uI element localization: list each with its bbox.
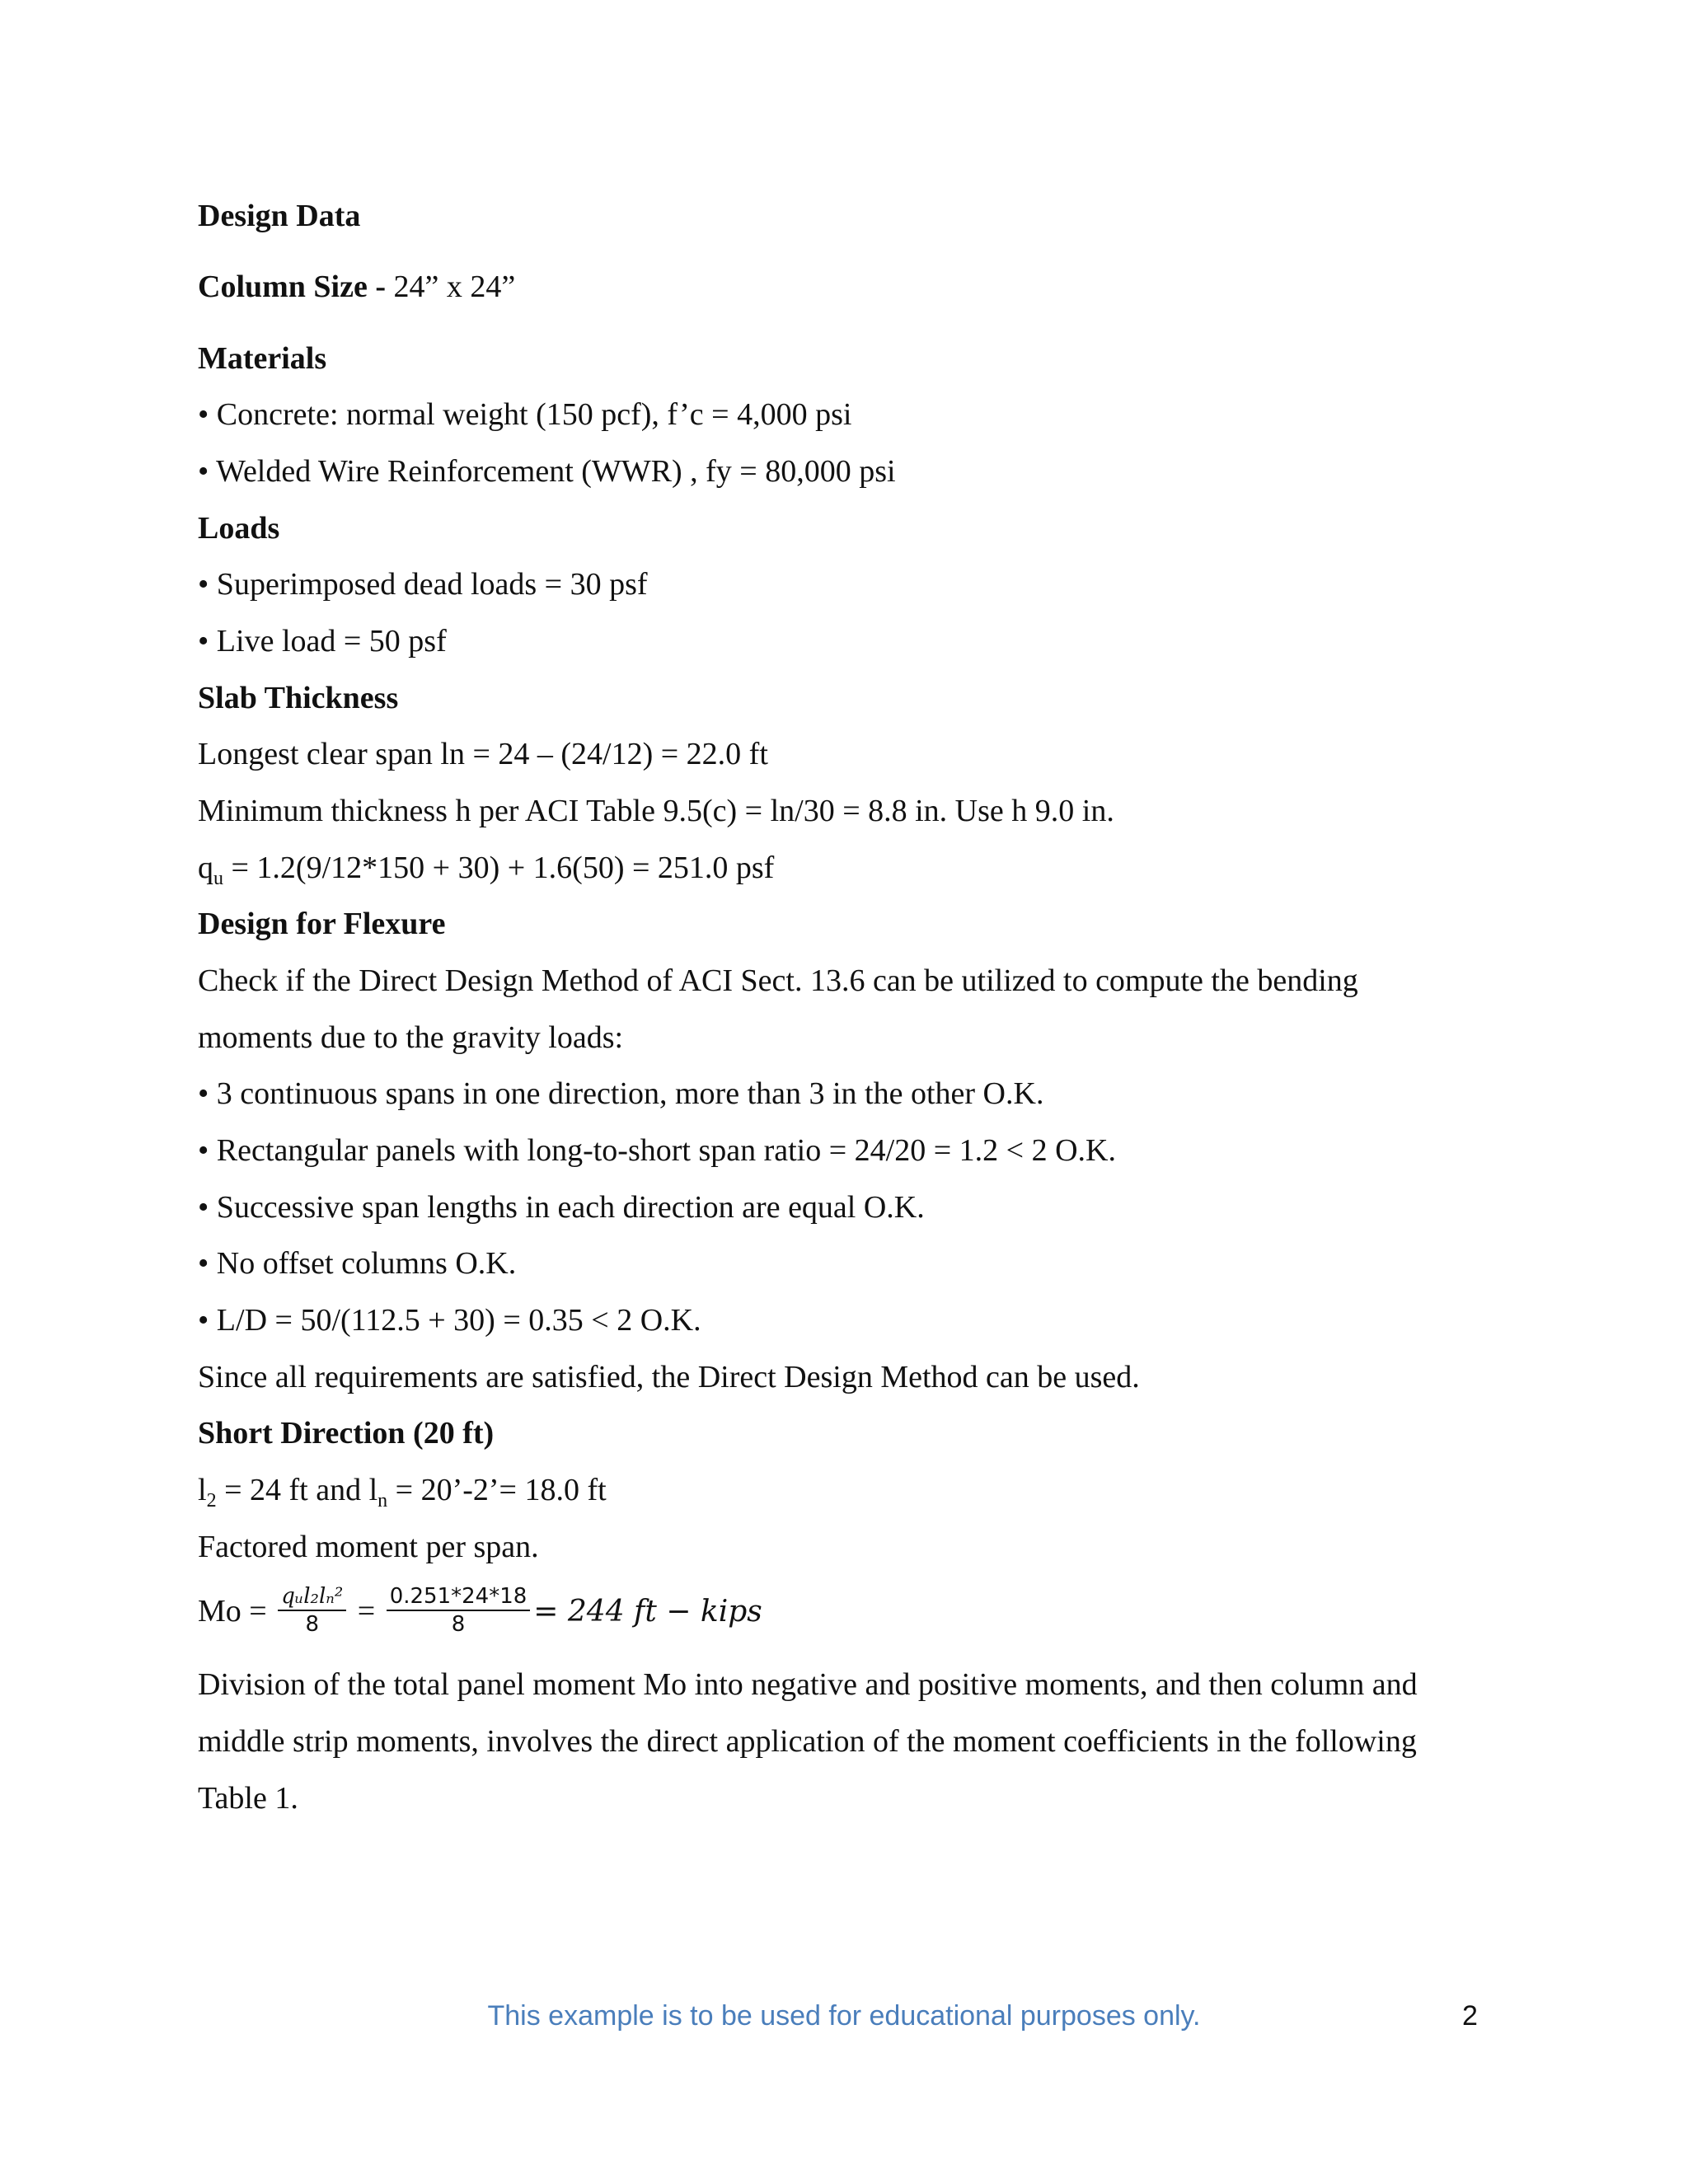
footer-disclaimer: This example is to be used for educational purposes only. — [487, 2000, 1201, 2032]
slab-thickness-heading: Slab Thickness — [198, 681, 399, 715]
materials-item-wwr: • Welded Wire Reinforcement (WWR) , fy = 80,000 psi — [198, 454, 896, 489]
check-continuous-spans: • 3 continuous spans in one direction, more than 3 in the other O.K. — [198, 1076, 1044, 1111]
check-offset-columns: • No offset columns O.K. — [198, 1246, 517, 1281]
l2-symbol: l — [198, 1473, 207, 1507]
mo-fraction-numeric-numerator: 0.251*24*18 — [387, 1583, 531, 1611]
qu-expression: = 1.2(9/12*150 + 30) + 1.6(50) = 251.0 psf — [223, 851, 775, 885]
qu-symbol: q — [198, 851, 213, 885]
column-size-value: 24” x 24” — [393, 269, 516, 304]
division-paragraph-line-1: Division of the total panel moment Mo into negative and positive moments, and then column and — [198, 1667, 1418, 1702]
span-lengths-line — [198, 1472, 607, 1512]
column-size-label: Column Size - — [198, 269, 394, 304]
check-load-ratio: • L/D = 50/(112.5 + 30) = 0.35 < 2 O.K. — [198, 1303, 701, 1338]
flexure-conclusion: Since all requirements are satisfied, the Direct Design Method can be used. — [198, 1360, 1140, 1394]
mo-result: = 244 ft − kips — [533, 1595, 762, 1629]
materials-heading: Materials — [198, 341, 327, 376]
materials-item-concrete: • Concrete: normal weight (150 pcf), f’c = 4,000 psi — [198, 397, 852, 432]
qu-line — [198, 850, 774, 890]
clear-span-line: Longest clear span ln = 24 – (24/12) = 22.0 ft — [198, 737, 768, 771]
mo-equals: = — [349, 1594, 383, 1629]
design-data-heading: Design Data — [198, 199, 361, 233]
min-thickness-line: Minimum thickness h per ACI Table 9.5(c) = ln/30 = 8.8 in. Use h 9.0 in. — [198, 794, 1114, 828]
check-successive-spans: • Successive span lengths in each direction are equal O.K. — [198, 1190, 925, 1225]
division-paragraph-line-3: Table 1. — [198, 1781, 298, 1816]
short-direction-heading: Short Direction (20 ft) — [198, 1416, 495, 1451]
column-size-line — [198, 269, 515, 305]
page-number: 2 — [1462, 2000, 1478, 2032]
flexure-paragraph-line-2: moments due to the gravity loads: — [198, 1020, 624, 1055]
ln-expression: = 20’-2’= 18.0 ft — [387, 1473, 607, 1507]
mo-fraction-numeric — [387, 1583, 531, 1638]
mo-fraction-symbolic-denominator: 8 — [305, 1612, 319, 1638]
division-paragraph-line-2: middle strip moments, involves the direct application of the moment coefficients in the following — [198, 1724, 1417, 1759]
mo-equation — [198, 1578, 762, 1645]
ln-subscript: n — [377, 1490, 388, 1511]
loads-heading: Loads — [198, 511, 280, 546]
loads-item-live: • Live load = 50 psf — [198, 624, 447, 658]
loads-item-dead: • Superimposed dead loads = 30 psf — [198, 567, 648, 602]
l2-expression: = 24 ft and l — [216, 1473, 378, 1507]
check-span-ratio: • Rectangular panels with long-to-short span ratio = 24/20 = 1.2 < 2 O.K. — [198, 1133, 1116, 1168]
flexure-heading: Design for Flexure — [198, 907, 446, 941]
flexure-paragraph-line-1: Check if the Direct Design Method of ACI Sect. 13.6 can be utilized to compute the bending — [198, 963, 1358, 998]
mo-label: Mo = — [198, 1594, 275, 1629]
mo-fraction-symbolic-numerator: qᵤl₂lₙ² — [278, 1583, 346, 1611]
mo-fraction-symbolic — [278, 1583, 346, 1638]
l2-subscript: 2 — [206, 1490, 217, 1511]
mo-fraction-numeric-denominator: 8 — [451, 1612, 466, 1638]
factored-moment-line: Factored moment per span. — [198, 1530, 539, 1564]
qu-subscript: u — [213, 868, 223, 889]
